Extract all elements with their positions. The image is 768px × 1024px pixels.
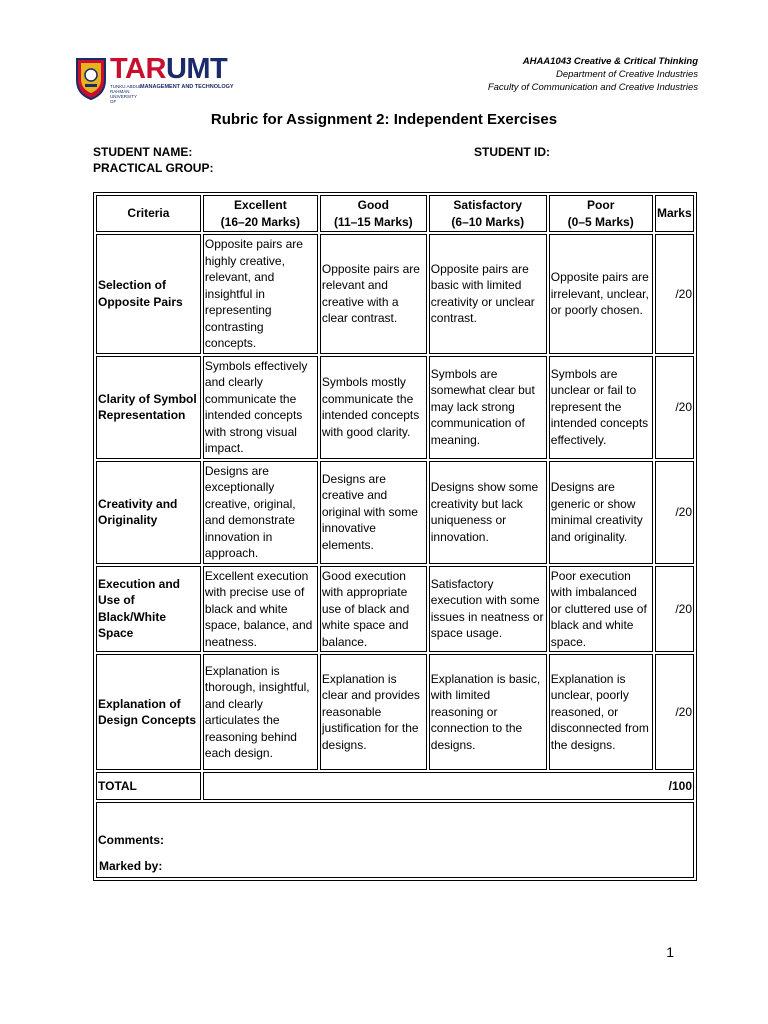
header-row — [96, 195, 694, 232]
table-row — [96, 566, 694, 653]
marks-cell: /20 — [655, 356, 694, 459]
student-id-label: STUDENT ID: — [474, 145, 550, 159]
course-header — [488, 55, 698, 94]
total-row — [96, 772, 694, 800]
good-cell: Explanation is clear and provides reasonable justification for the designs. — [320, 654, 427, 770]
table-row — [96, 356, 694, 459]
brand-text-tar: TAR — [110, 53, 166, 85]
header-excellent — [203, 195, 318, 232]
brand-sub-line-2: MANAGEMENT AND TECHNOLOGY — [140, 84, 234, 90]
student-name-label: STUDENT NAME: — [93, 145, 193, 159]
header-good-label: Good — [357, 198, 389, 212]
table-row — [96, 234, 694, 354]
marks-cell: /20 — [655, 654, 694, 770]
table-row — [96, 461, 694, 564]
satisfactory-cell: Satisfactory execution with some issues in neatness or space usage. — [429, 566, 547, 653]
marks-cell: /20 — [655, 234, 694, 354]
brand-wordmark — [110, 54, 227, 84]
good-cell: Good execution with appropriate use of black and white space and balance. — [320, 566, 427, 653]
department-name: Department of Creative Industries — [555, 69, 698, 80]
criteria-cell: Selection of Opposite Pairs — [96, 234, 201, 354]
faculty-name: Faculty of Communication and Creative Industries — [487, 82, 698, 93]
good-cell: Opposite pairs are relevant and creative with a clear contrast. — [320, 234, 427, 354]
header-satisfactory-label: Satisfactory — [453, 198, 523, 212]
header-poor — [549, 195, 653, 232]
marks-cell: /20 — [655, 566, 694, 653]
practical-group-label: PRACTICAL GROUP: — [93, 161, 214, 175]
header-good-range: (11–15 Marks) — [333, 214, 413, 229]
poor-cell: Symbols are unclear or fail to represent the intended concepts effectively. — [549, 356, 653, 459]
excellent-cell: Symbols effectively and clearly communicate the intended concepts with strong visual impact. — [203, 356, 318, 459]
criteria-cell: Execution and Use of Black/White Space — [96, 566, 201, 653]
poor-cell: Poor execution with imbalanced or cluttered use of black and white space. — [549, 566, 653, 653]
excellent-cell: Explanation is thorough, insightful, and clearly articulates the reasoning behind each design. — [203, 654, 318, 770]
rubric-table — [93, 192, 697, 881]
good-cell: Designs are creative and original with some innovative elements. — [320, 461, 427, 564]
marks-cell: /20 — [655, 461, 694, 564]
satisfactory-cell: Explanation is basic, with limited reasoning or connection to the designs. — [429, 654, 547, 770]
poor-cell: Designs are generic or show minimal creativity and originality. — [549, 461, 653, 564]
header-satisfactory — [429, 195, 547, 232]
header-good — [320, 195, 427, 232]
excellent-cell: Excellent execution with precise use of black and white space, balance, and neatness. — [203, 566, 318, 653]
brand-text-umt: UMT — [165, 53, 228, 85]
header-criteria: Criteria — [96, 195, 201, 232]
header-excellent-label: Excellent — [234, 198, 287, 212]
satisfactory-cell: Designs show some creativity but lack uniqueness or innovation. — [429, 461, 547, 564]
brand-sub-line-1: TUNKU ABDUL RAHMAN UNIVERSITY OF — [110, 84, 142, 104]
page-number: 1 — [666, 944, 674, 960]
crest-icon — [74, 56, 108, 100]
total-value: /100 — [203, 772, 694, 800]
comments-row — [96, 802, 694, 878]
header-poor-label: Poor — [587, 198, 615, 212]
criteria-cell: Clarity of Symbol Representation — [96, 356, 201, 459]
document-title: Rubric for Assignment 2: Independent Exercises — [210, 111, 558, 128]
criteria-cell: Creativity and Originality — [96, 461, 201, 564]
total-label: TOTAL — [96, 772, 201, 800]
good-cell: Symbols mostly communicate the intended concepts with good clarity. — [320, 356, 427, 459]
poor-cell: Explanation is unclear, poorly reasoned, or disconnected from the designs. — [549, 654, 653, 770]
comments-box[interactable] — [96, 802, 694, 878]
header-marks: Marks — [655, 195, 694, 232]
comments-label: Comments: — [98, 832, 165, 847]
marked-by-label: Marked by: — [99, 858, 163, 873]
excellent-cell: Opposite pairs are highly creative, relevant, and insightful in representing contrasting concepts. — [203, 234, 318, 354]
header-excellent-range: (16–20 Marks) — [220, 214, 301, 229]
excellent-cell: Designs are exceptionally creative, original, and demonstrate innovation in approach. — [203, 461, 318, 564]
header-poor-range: (0–5 Marks) — [567, 214, 634, 229]
table-row — [96, 654, 694, 770]
criteria-cell: Explanation of Design Concepts — [96, 654, 201, 770]
header-satisfactory-range: (6–10 Marks) — [451, 214, 525, 229]
satisfactory-cell: Opposite pairs are basic with limited creativity or unclear contrast. — [429, 234, 547, 354]
poor-cell: Opposite pairs are irrelevant, unclear, or poorly chosen. — [549, 234, 653, 354]
course-code: AHAA1043 Creative & Critical Thinking — [522, 56, 698, 67]
satisfactory-cell: Symbols are somewhat clear but may lack strong communication of meaning. — [429, 356, 547, 459]
